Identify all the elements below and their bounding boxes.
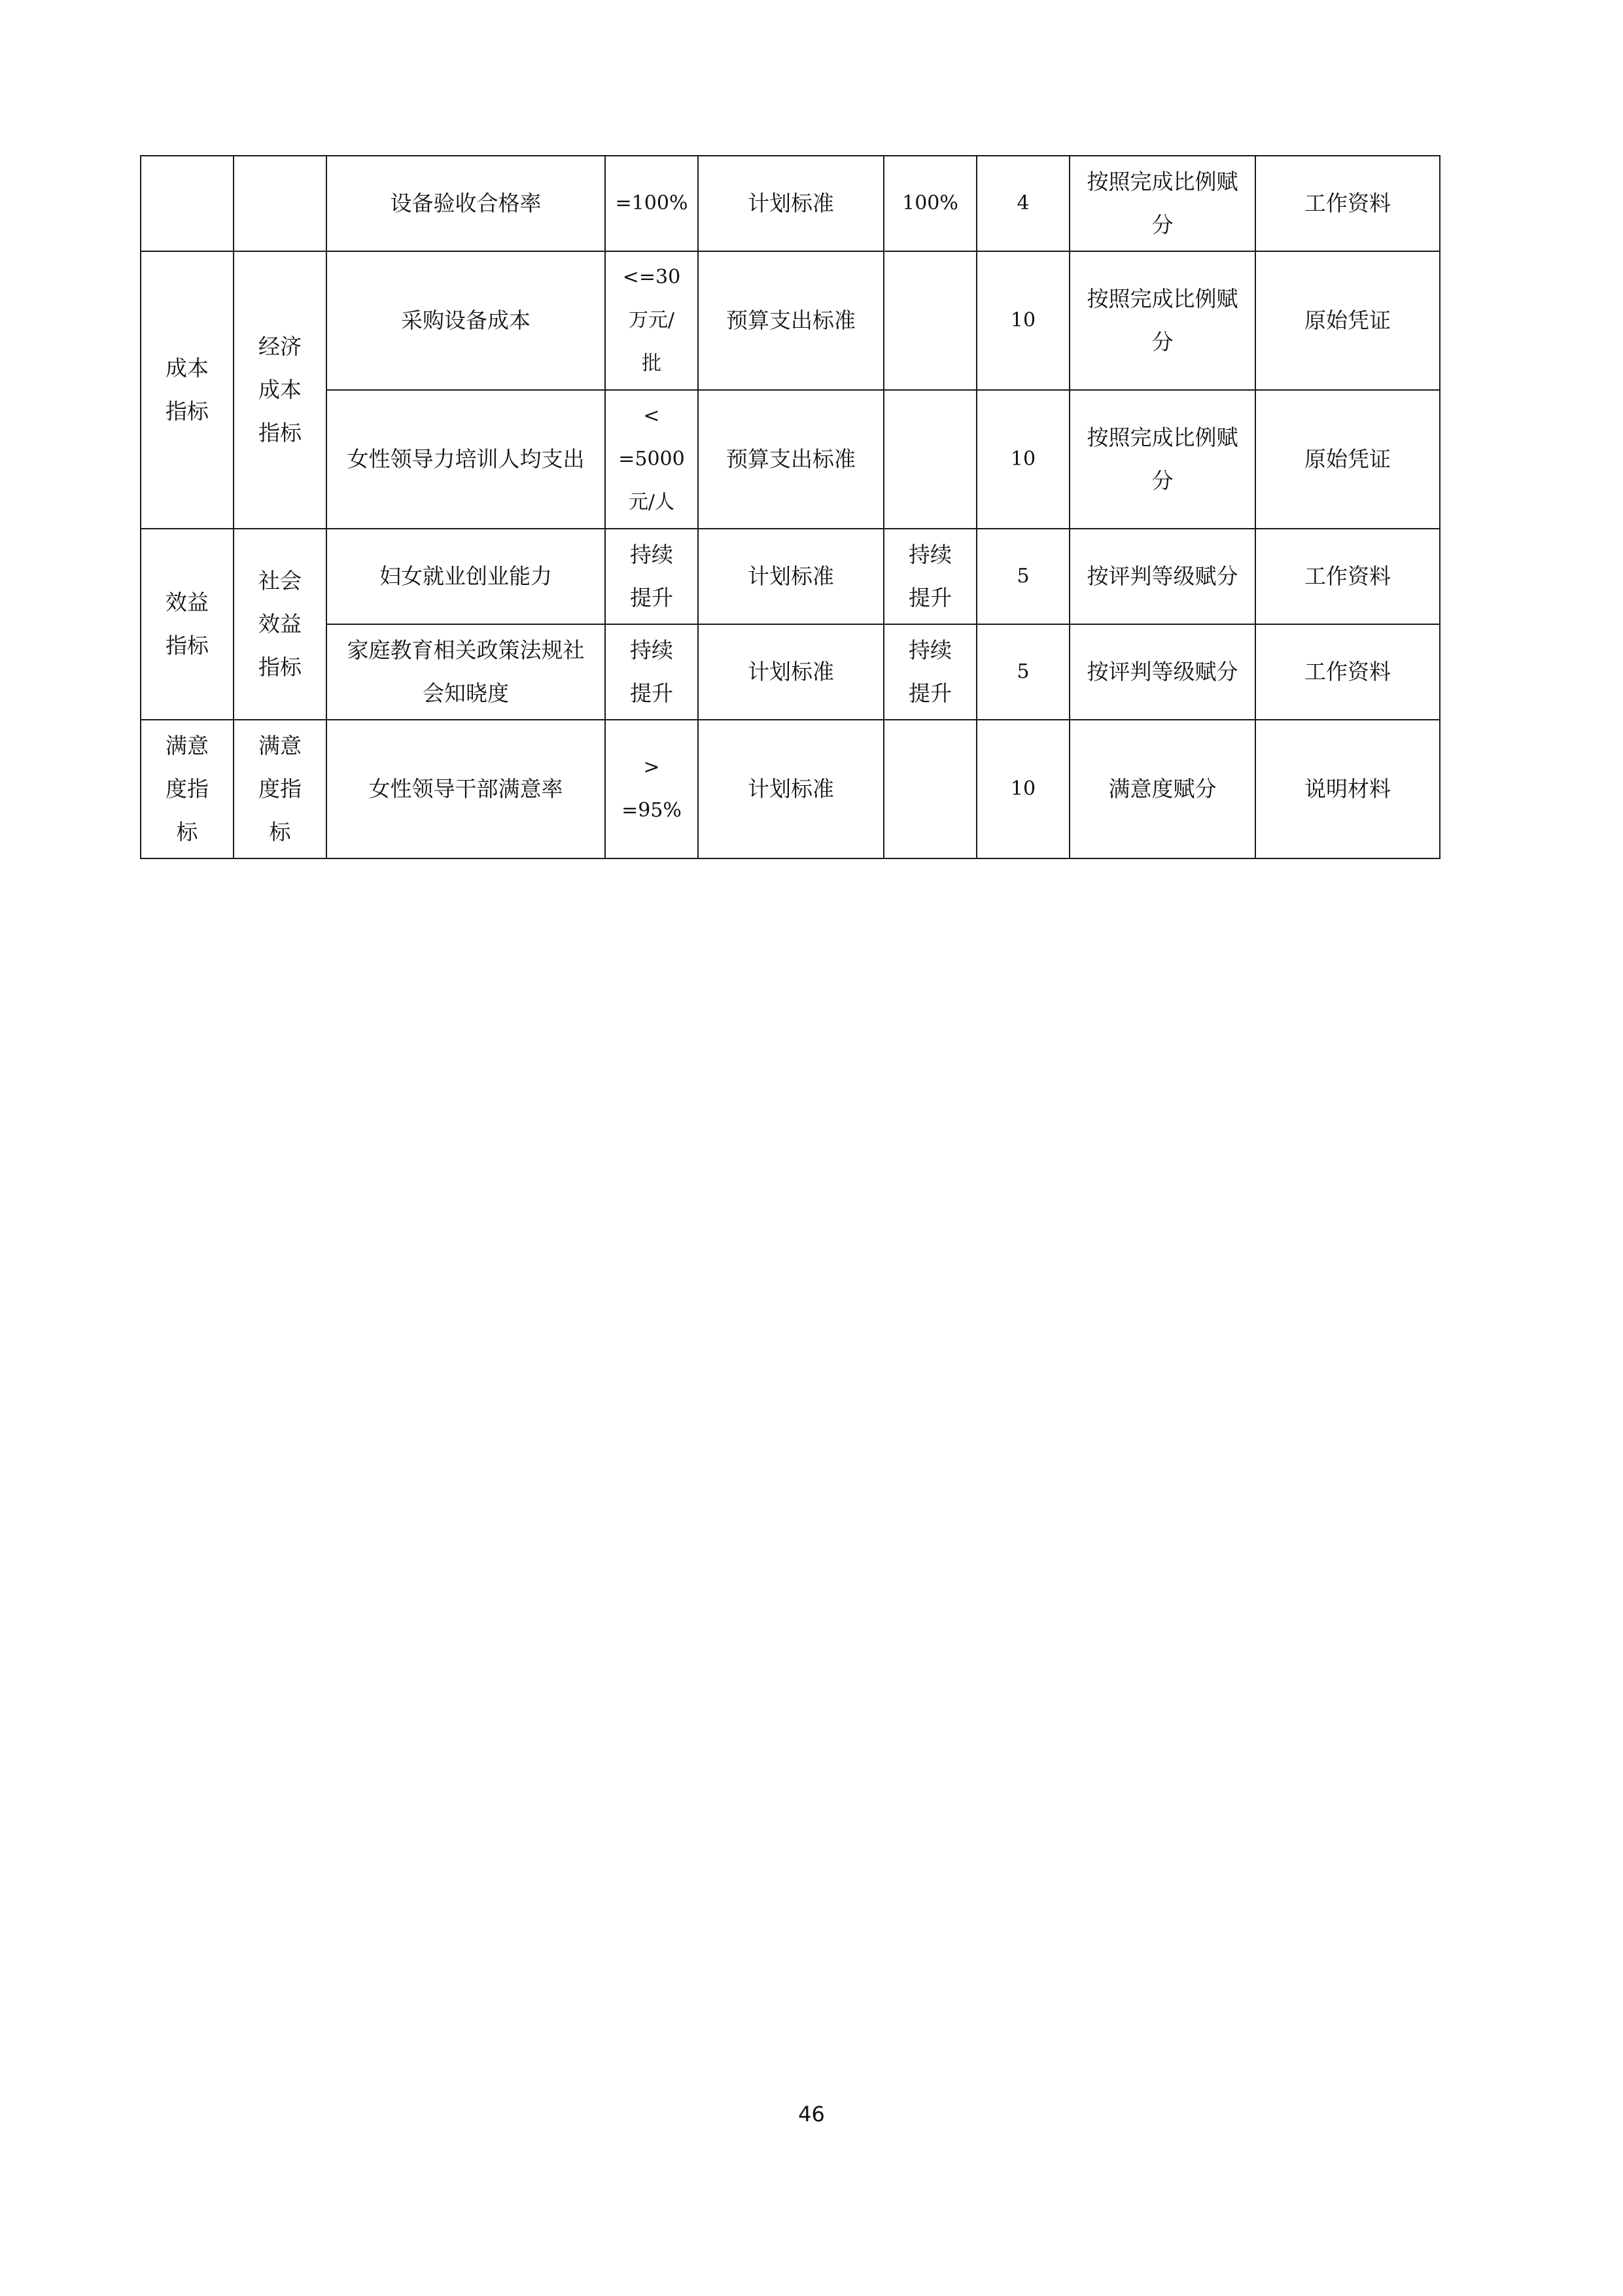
- scoring-method-cell: 按评判等级赋分: [1070, 624, 1255, 720]
- indicator-name-cell: 家庭教育相关政策法规社 会知晓度: [326, 624, 605, 720]
- actual-value-cell: 持续 提升: [884, 529, 977, 624]
- indicator-name-cell: 设备验收合格率: [326, 156, 605, 251]
- target-value-cell: < =5000 元/人: [605, 390, 698, 529]
- standard-cell: 计划标准: [698, 720, 884, 858]
- level2-cell: 经济 成本 指标: [234, 251, 326, 529]
- level1-cell: 满意 度指 标: [141, 720, 234, 858]
- evidence-cell: 工作资料: [1255, 529, 1440, 624]
- level2-cell: [234, 156, 326, 251]
- score-cell: 10: [977, 251, 1070, 390]
- standard-cell: 计划标准: [698, 624, 884, 720]
- target-value-cell: =100%: [605, 156, 698, 251]
- evidence-cell: 原始凭证: [1255, 390, 1440, 529]
- score-cell: 4: [977, 156, 1070, 251]
- scoring-method-cell: 按照完成比例赋 分: [1070, 156, 1255, 251]
- evidence-cell: 原始凭证: [1255, 251, 1440, 390]
- level1-cell: 效益 指标: [141, 529, 234, 720]
- target-value-cell: 持续 提升: [605, 529, 698, 624]
- score-cell: 5: [977, 529, 1070, 624]
- scoring-method-cell: 按照完成比例赋 分: [1070, 251, 1255, 390]
- actual-value-cell: [884, 390, 977, 529]
- indicator-name-cell: 女性领导干部满意率: [326, 720, 605, 858]
- standard-cell: 计划标准: [698, 156, 884, 251]
- table-row: [141, 720, 1440, 858]
- table-row: [141, 529, 1440, 624]
- evidence-cell: 说明材料: [1255, 720, 1440, 858]
- indicator-name-cell: 妇女就业创业能力: [326, 529, 605, 624]
- actual-value-cell: 100%: [884, 156, 977, 251]
- scoring-method-cell: 按评判等级赋分: [1070, 529, 1255, 624]
- evidence-cell: 工作资料: [1255, 156, 1440, 251]
- indicator-name-cell: 女性领导力培训人均支出: [326, 390, 605, 529]
- score-cell: 10: [977, 720, 1070, 858]
- table-row: [141, 156, 1440, 251]
- target-value-cell: > =95%: [605, 720, 698, 858]
- standard-cell: 预算支出标准: [698, 251, 884, 390]
- actual-value-cell: 持续 提升: [884, 624, 977, 720]
- table-row: [141, 251, 1440, 390]
- scoring-method-cell: 满意度赋分: [1070, 720, 1255, 858]
- level1-cell: [141, 156, 234, 251]
- table-row: [141, 624, 1440, 720]
- indicator-name-cell: 采购设备成本: [326, 251, 605, 390]
- target-value-cell: <=30 万元/ 批: [605, 251, 698, 390]
- actual-value-cell: [884, 720, 977, 858]
- performance-indicator-table: [140, 155, 1440, 859]
- actual-value-cell: [884, 251, 977, 390]
- evidence-cell: 工作资料: [1255, 624, 1440, 720]
- standard-cell: 计划标准: [698, 529, 884, 624]
- table-row: [141, 390, 1440, 529]
- scoring-method-cell: 按照完成比例赋 分: [1070, 390, 1255, 529]
- page-number: 46: [798, 2102, 825, 2127]
- level2-cell: 社会 效益 指标: [234, 529, 326, 720]
- level1-cell: 成本 指标: [141, 251, 234, 529]
- standard-cell: 预算支出标准: [698, 390, 884, 529]
- score-cell: 5: [977, 624, 1070, 720]
- level2-cell: 满意 度指 标: [234, 720, 326, 858]
- target-value-cell: 持续 提升: [605, 624, 698, 720]
- score-cell: 10: [977, 390, 1070, 529]
